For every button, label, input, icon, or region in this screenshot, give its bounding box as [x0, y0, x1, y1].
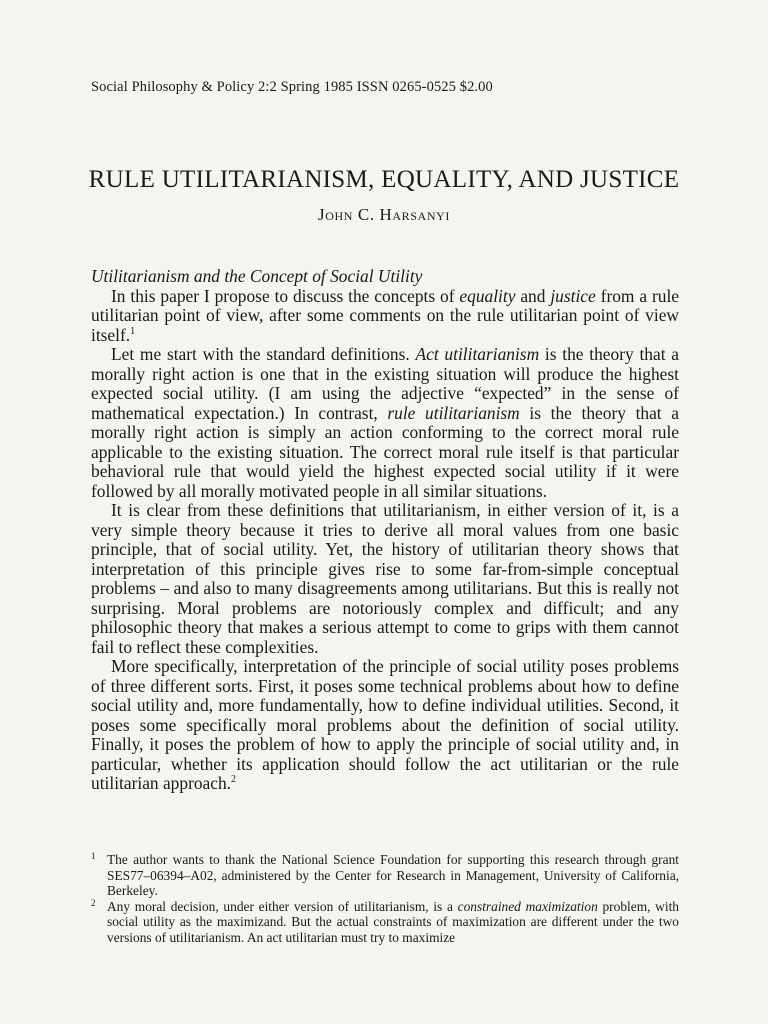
emphasis-text: justice	[550, 285, 596, 306]
paragraph-1	[91, 287, 679, 346]
paragraph-text: and	[515, 285, 551, 306]
body-text	[91, 267, 679, 794]
paragraph-text: from a rule utilitarian point of view, after some comments on the rule utilitarian point of view itself.	[91, 285, 680, 345]
article-author: John C. Harsanyi	[318, 205, 450, 224]
footnote-text: Any moral decision, under either version of utilitarianism, is a	[107, 898, 458, 914]
journal-citation-line: Social Philosophy & Policy 2:2 Spring 1985 ISSN 0265-0525 $2.00	[91, 79, 493, 95]
article-title: RULE UTILITARIANISM, EQUALITY, AND JUSTICE	[88, 166, 680, 193]
paragraph-text: More specifically, interpretation of the principle of social utility poses problems of three different sorts. First, it poses some technical problems about how to define social utility and, more fundamentally, how to define individual utilities. Second, it poses some specifically moral problems about the definition of social utility. Finally, it poses the problem of how to apply the principle of social utility and, in particular, whether its application should follow the act utilitarian or the rule utilitarian approach.	[91, 656, 679, 793]
paragraph-text: is the theory that a morally right action is simply an action conforming to the correct moral rule applicable to the existing situation. The correct moral rule itself is that particular behavioral rule that would yield the highest expected social utility if it were followed by all morally motivated people in all similar situations.	[91, 402, 679, 501]
emphasis-text: equality	[459, 285, 516, 306]
footnotes	[91, 852, 679, 946]
footnote-1	[91, 852, 679, 899]
paragraph-text: In this paper I propose to discuss the concepts of	[111, 285, 460, 306]
paragraph-text: Let me start with the standard definitions.	[111, 344, 416, 364]
paragraph-4	[91, 657, 679, 794]
footnote-marker: 2	[91, 897, 96, 908]
emphasis-text: constrained maximization	[457, 898, 598, 914]
emphasis-text: Act utilitarianism	[415, 344, 540, 364]
emphasis-text: rule utilitarianism	[387, 402, 520, 423]
paragraph-2	[91, 345, 679, 501]
paragraph-3: It is clear from these definitions that utilitarianism, in either version of it, is a very simple theory because it tries to derive all moral values from one basic principle, that of social utility. Yet, the history of utilitarian theory shows that interpretation of this principle gives rise to some far-from-simple conceptual problems – and also to many disagreements among utilitarians. But this is really not surprising. Moral problems are notoriously complex and difficult; and any philosophic theory that makes a serious attempt to come to grips with them cannot fail to reflect these complexities.	[91, 500, 679, 657]
footnote-text: problem, with social utility as the maximizand. But the actual constraints of maximization are different under the two versions of utilitarianism. An act utilitarian must try to maximize	[107, 898, 679, 945]
footnote-2	[91, 899, 679, 946]
footnote-reference[interactable]: 2	[231, 774, 237, 785]
section-heading: Utilitarianism and the Concept of Social Utility	[91, 266, 423, 286]
paragraph-text: is the theory that a morally right action is one that in the existing situation will produce the highest expected social utility. (I am using the adjective “expected” in the sense of mathematical expectation.) In contrast,	[91, 344, 680, 423]
footnote-marker: 1	[91, 851, 96, 861]
footnote-text: The author wants to thank the National Science Foundation for supporting this research through grant SES77–06394–A02, administered by the Center for Research in Management, University of California, Berkeley.	[107, 852, 679, 899]
footnote-reference[interactable]: 1	[130, 325, 136, 337]
